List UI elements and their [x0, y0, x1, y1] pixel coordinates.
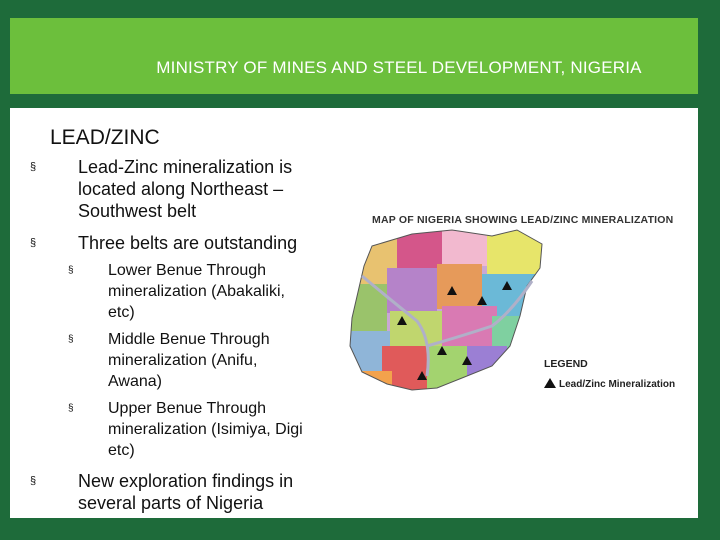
- sub-bullet-1: [68, 260, 285, 323]
- bullet-3-line-1: New exploration findings in: [78, 471, 294, 491]
- map-heading: MAP OF NIGERIA SHOWING LEAD/ZINC MINERALIZATION: [372, 214, 674, 226]
- sub-bullet-3-line-3: etc): [108, 442, 135, 459]
- bullet-1-line-1: Lead-Zinc mineralization is: [78, 157, 293, 177]
- bullet-1: [30, 156, 293, 222]
- sub-bullet-2-line-1: Middle Benue Through: [108, 331, 270, 348]
- sub-bullet-2-line-2: mineralization (Anifu,: [108, 352, 258, 369]
- header-bar: [10, 18, 698, 94]
- bullet-3: [30, 470, 294, 514]
- sub-bullet-1-line-3: etc): [108, 304, 135, 321]
- sub-bullet-1-line-1: Lower Benue Through: [108, 262, 267, 279]
- legend-item: [544, 378, 675, 390]
- sub-bullet-1-line-2: mineralization (Abakaliki,: [108, 283, 285, 300]
- sub-bullet-3-line-2: mineralization (Isimiya, Digi: [108, 421, 303, 438]
- legend-item-label: Lead/Zinc Mineralization: [559, 379, 676, 390]
- bullet-3-line-2: several parts of Nigeria: [78, 493, 264, 513]
- nigeria-map: [342, 206, 692, 426]
- bullet-1-line-3: Southwest belt: [78, 201, 197, 221]
- sub-bullet-marker: §: [68, 334, 74, 345]
- sub-bullet-2-line-3: Awana): [108, 373, 162, 390]
- header-title: MINISTRY OF MINES AND STEEL DEVELOPMENT, NIGERIA: [156, 58, 642, 77]
- triangle-marker-icon: [544, 378, 556, 388]
- sub-bullet-3-line-1: Upper Benue Through: [108, 400, 267, 417]
- slide-title: LEAD/ZINC: [50, 126, 160, 149]
- sub-bullet-marker: §: [68, 265, 74, 276]
- bullet-marker: §: [30, 475, 37, 487]
- sub-bullet-marker: §: [68, 403, 74, 414]
- sub-bullet-3: [68, 398, 303, 461]
- nigeria-map-figure: [342, 206, 692, 426]
- sub-bullet-2: [68, 329, 270, 392]
- bullet-2-line-1: Three belts are outstanding: [78, 233, 298, 253]
- bullet-marker: §: [30, 237, 37, 249]
- legend-title: LEGEND: [544, 358, 588, 370]
- bullet-2: [30, 232, 298, 254]
- slide-content: [10, 108, 698, 518]
- bullet-1-line-2: located along Northeast –: [78, 179, 284, 199]
- bullet-marker: §: [30, 161, 37, 173]
